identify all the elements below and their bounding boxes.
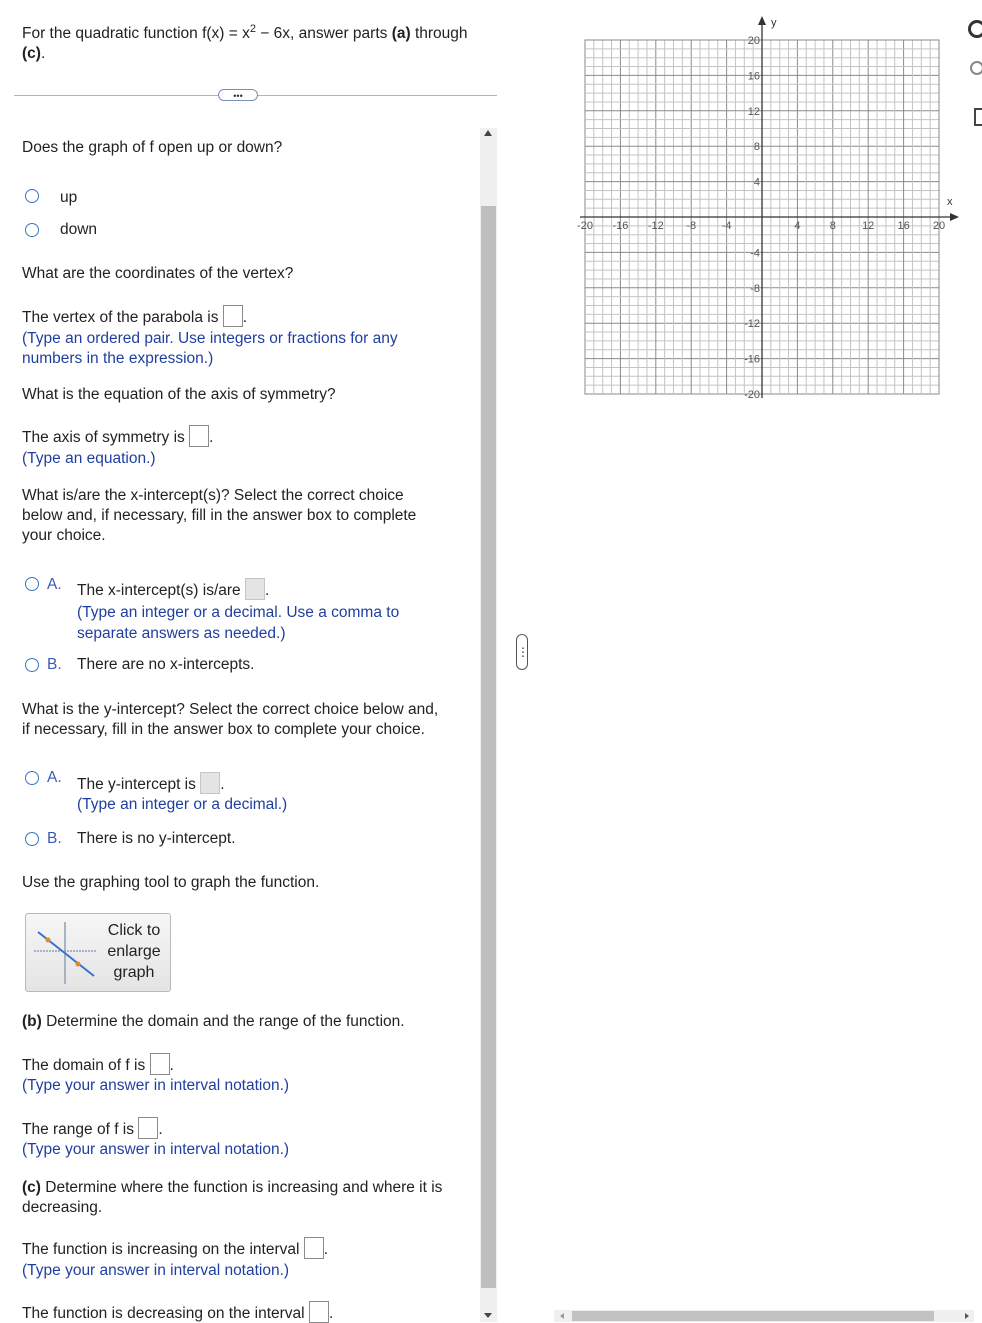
scroll-left-arrow-icon[interactable] (560, 1313, 564, 1319)
radio-xint-b[interactable] (25, 658, 39, 672)
radio-down[interactable] (25, 223, 39, 237)
yint-question: What is the y-intercept? Select the correct choice below and, if necessary, fill in the answer box to complete your choice. (22, 701, 439, 738)
axis-question: What is the equation of the axis of symmetry? (22, 386, 336, 403)
tool-icon-1[interactable] (968, 20, 982, 38)
option-up-label: up (60, 189, 78, 206)
part-b-question: (b) Determine the domain and the range of the function. (22, 1013, 405, 1030)
xint-a-hint: (Type an integer or a decimal. Use a comma to separate answers as needed.) (77, 604, 400, 642)
y-tick-label: 12 (747, 105, 760, 118)
xint-a-row: The x-intercept(s) is/are . (77, 578, 269, 600)
tool-icon-2[interactable] (970, 61, 982, 75)
domain-answer-box[interactable] (150, 1053, 170, 1075)
graph-instruction: Use the graphing tool to graph the function. (22, 874, 320, 891)
vertex-hint: (Type an ordered pair. Use integers or fractions for any numbers in the expression.) (22, 330, 398, 367)
x-tick-label: -8 (686, 220, 697, 232)
y-tick-label: -12 (744, 318, 760, 331)
x-tick-label: -4 (721, 220, 732, 232)
decreasing-row: The function is decreasing on the interval . (22, 1301, 333, 1323)
coordinate-graph[interactable] (560, 10, 960, 430)
scroll-up-arrow-icon[interactable] (484, 130, 492, 136)
panel-splitter-handle[interactable]: ⋮ (516, 634, 528, 670)
y-tick-label: -16 (744, 353, 760, 366)
more-button[interactable]: ••• (218, 89, 258, 101)
xint-b-letter: B. (47, 656, 62, 673)
increasing-row: The function is increasing on the interval . (22, 1237, 328, 1259)
vertex-answer-box[interactable] (223, 305, 243, 327)
y-axis-label: y (771, 17, 777, 29)
range-hint: (Type your answer in interval notation.) (22, 1141, 290, 1158)
decreasing-answer-box[interactable] (309, 1301, 329, 1323)
yint-a-letter: A. (47, 769, 62, 786)
question-header: For the quadratic function $f(x) = x^2 - 6x$, answer parts (a) through (c). (22, 23, 468, 63)
domain-hint: (Type your answer in interval notation.) (22, 1077, 290, 1094)
left-scrollbar-thumb[interactable] (481, 206, 496, 1288)
y-tick-label: -8 (750, 282, 760, 295)
xint-answer-box[interactable] (245, 578, 265, 600)
tool-icon-3[interactable] (974, 108, 982, 126)
open-question: Does the graph of f open up or down? (22, 139, 283, 156)
range-answer-box[interactable] (138, 1117, 158, 1139)
xint-a-letter: A. (47, 576, 62, 593)
x-tick-label: -12 (647, 220, 664, 232)
x-axis-label: x (947, 196, 953, 208)
y-tick-label: 4 (753, 176, 760, 189)
vertex-prompt-row: The vertex of the parabola is . (22, 305, 247, 327)
part-c-question: (c) Determine where the function is increasing and where it is decreasing. (22, 1179, 443, 1216)
range-row: The range of f is . (22, 1117, 163, 1139)
x-tick-label: -16 (612, 220, 629, 232)
x-tick-label: 16 (897, 220, 910, 232)
y-tick-label: 16 (747, 70, 760, 83)
bottom-scrollbar-thumb[interactable] (572, 1311, 934, 1321)
y-axis-arrow-icon (758, 16, 766, 25)
axis-prompt-row: The axis of symmetry is . (22, 425, 213, 447)
x-tick-label: 12 (862, 220, 875, 232)
radio-xint-a[interactable] (25, 577, 39, 591)
vertex-question: What are the coordinates of the vertex? (22, 265, 294, 282)
enlarge-graph-button[interactable] (25, 913, 171, 992)
yint-b-letter: B. (47, 830, 62, 847)
yint-b-text: There is no y-intercept. (77, 830, 236, 847)
x-axis-arrow-icon (950, 213, 959, 221)
radio-yint-b[interactable] (25, 832, 39, 846)
x-tick-label: 8 (829, 220, 836, 232)
y-tick-label: 8 (753, 141, 760, 154)
increasing-hint: (Type your answer in interval notation.) (22, 1262, 290, 1279)
axis-hint: (Type an equation.) (22, 450, 156, 467)
xint-question: What is/are the x-intercept(s)? Select the correct choice below and, if necessary, fill in the answer box to complete your choice. (22, 487, 417, 544)
x-tick-label: 20 (932, 220, 946, 232)
x-tick-label: 4 (794, 220, 801, 232)
radio-yint-a[interactable] (25, 771, 39, 785)
y-tick-label: 20 (747, 35, 760, 47)
increasing-answer-box[interactable] (304, 1237, 324, 1259)
graph-thumbnail-icon (30, 918, 100, 988)
y-tick-label: -4 (750, 247, 760, 260)
y-tick-label: -20 (744, 389, 760, 401)
xint-b-text: There are no x-intercepts. (77, 656, 255, 673)
scroll-right-arrow-icon[interactable] (965, 1313, 969, 1319)
option-down-label: down (60, 221, 98, 238)
yint-answer-box[interactable] (200, 772, 220, 794)
x-tick-label: -20 (577, 220, 593, 232)
scroll-down-arrow-icon[interactable] (484, 1313, 492, 1318)
yint-a-hint: (Type an integer or a decimal.) (77, 796, 288, 813)
enlarge-graph-label: Click to enlarge graph (107, 922, 161, 981)
domain-row: The domain of f is . (22, 1053, 174, 1075)
yint-a-row: The y-intercept is . (77, 772, 225, 794)
axis-answer-box[interactable] (189, 425, 209, 447)
radio-up[interactable] (25, 189, 39, 203)
